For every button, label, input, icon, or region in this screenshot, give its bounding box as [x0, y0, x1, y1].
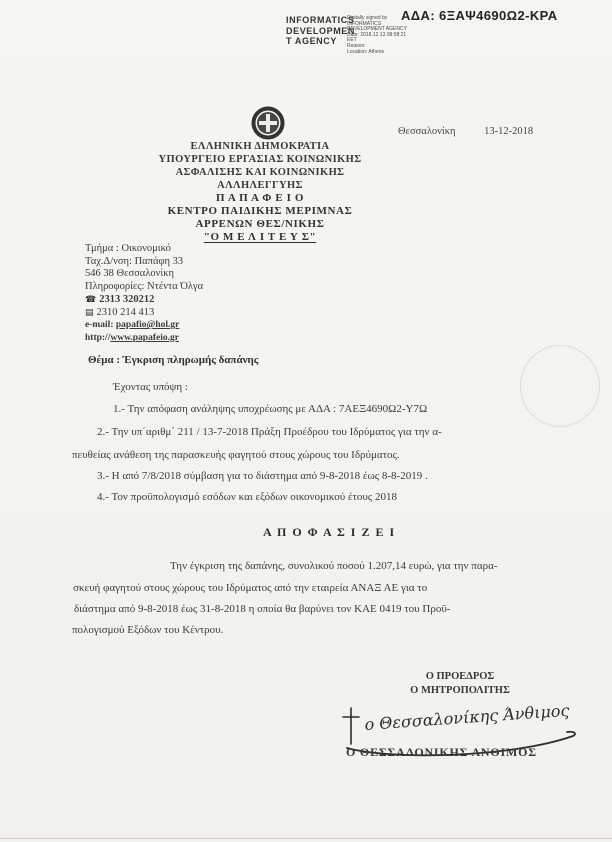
- contact-department: Τμήμα : Οικονομικό: [85, 243, 171, 254]
- email-link[interactable]: papafio@hol.gr: [115, 320, 180, 331]
- stamp-detail-line: Reason:: [347, 42, 366, 49]
- contact-phone-line: [85, 294, 203, 307]
- decision-body-line: σκευή φαγητού στους χώρους του Ιδρύματος από την εταιρεία ΑΝΑΞ ΑΕ για το: [73, 582, 428, 594]
- web-prefix: http://: [85, 332, 111, 343]
- decision-body-line: διάστημα από 9-8-2018 έως 31-8-2018 η οποία θα βαρύνει τον ΚΑΕ 0419 του Προϋ-: [74, 603, 451, 615]
- stamp-detail-line: Location: Athens: [347, 48, 384, 55]
- date-line: [398, 126, 533, 137]
- contact-fax: 2310 214 413: [96, 306, 155, 318]
- considering-item-2-continued: πευθείας ανάθεση της παρασκευής φαγητού στους χώρους του Ιδρύματος.: [72, 449, 400, 461]
- considering-intro: Έχοντας υπόψη :: [113, 381, 188, 393]
- letterhead-line: ΕΛΛΗΝΙΚΗ ΔΗΜΟΚΡΑΤΙΑ: [190, 141, 330, 152]
- fax-icon: ▤: [85, 307, 94, 318]
- stamp-detail-line: Date: 2018.12.13 08:58:21: [347, 31, 407, 38]
- contact-email-line: [85, 319, 203, 332]
- ada-code: ΑΔΑ: 6ΞΑΨ4690Ω2-ΚΡΑ: [401, 8, 558, 23]
- stamp-detail-line: Digitally signed by: [347, 15, 388, 21]
- decision-body-line: Την έγκριση της δαπάνης, συνολικού ποσού 1.207,14 ευρώ, για την παρα-: [170, 560, 498, 572]
- document-date: 13-12-2018: [484, 126, 534, 137]
- website-link[interactable]: www.papafeio.gr: [110, 332, 179, 343]
- signature-title-president: Ο ΠΡΟΕΔΡΟΣ: [425, 671, 495, 682]
- letterhead-state: [110, 140, 410, 192]
- contact-address: Ταχ.Δ/νση: Παπάφη 33: [85, 255, 184, 267]
- stamp-detail-line: EET: [347, 37, 357, 44]
- stamp-agency-line: DEVELOPMEN: [286, 25, 356, 36]
- email-label: e-mail:: [85, 320, 114, 331]
- letterhead-line: ΑΛΛΗΛΕΓΓΥΗΣ: [217, 180, 303, 191]
- signature-handwritten-text: ο Θεσσαλονίκης Άνθιμος: [363, 700, 570, 734]
- considering-item-2: 2.- Την υπ΄αριθμ΄ 211 / 13-7-2018 Πράξη Προέδρου του Ιδρύματος για την α-: [97, 426, 442, 438]
- phone-icon: ☎: [85, 294, 97, 305]
- letterhead-line: ΑΣΦΑΛΙΣΗΣ ΚΑΙ ΚΟΙΝΩΝΙΚΗΣ: [175, 167, 345, 178]
- contact-web-line: [85, 332, 203, 345]
- letterhead-organization: [110, 192, 410, 244]
- signature-title-metropolitan: Ο ΜΗΤΡΟΠΟΛΙΤΗΣ: [410, 685, 510, 696]
- document-city: Θεσσαλονίκη: [398, 126, 456, 137]
- contact-postal-city: 546 38 Θεσσαλονίκη: [85, 268, 175, 280]
- considering-item-3: 3.- Η από 7/8/2018 σύμβαση για το διάστημα από 9-8-2018 έως 8-8-2019 .: [97, 470, 428, 482]
- org-name-line: ΑΡΡΕΝΩΝ ΘΕΣ/ΝΙΚΗΣ: [195, 218, 325, 230]
- org-name-line: Π Α Π Α Φ Ε Ι Ο: [215, 192, 305, 204]
- stamp-detail-line: DEVELOPMENT AGENCY: [347, 26, 407, 33]
- contact-phone: 2313 320212: [99, 293, 155, 305]
- scan-smudge: [520, 345, 600, 427]
- considering-item-1: 1.- Την απόφαση ανάληψης υποχρέωσης με ΑΔΑ : 7ΑΕΞ4690Ω2-Υ7Ω: [113, 403, 428, 415]
- contact-fax-line: [85, 307, 203, 320]
- scan-edge-line: [0, 838, 612, 839]
- digital-signature-stamp: [286, 15, 355, 47]
- signature-printed-name: Ο ΘΕΣΣΑΛΟΝΙΚΗΣ ΑΝΘΙΜΟΣ: [346, 745, 537, 759]
- org-name-line: ΚΕΝΤΡΟ ΠΑΙΔΙΚΗΣ ΜΕΡΙΜΝΑΣ: [167, 205, 353, 217]
- subject-line: Θέμα : Έγκριση πληρωμής δαπάνης: [88, 354, 259, 366]
- decision-body-line: πολογισμού Εξόδων του Κέντρου.: [72, 624, 224, 636]
- contact-block: [85, 243, 203, 345]
- stamp-agency-line: INFORMATICS: [286, 15, 355, 25]
- letterhead-line: ΥΠΟΥΡΓΕΙΟ ΕΡΓΑΣΙΑΣ ΚΟΙΝΩΝΙΚΗΣ: [158, 154, 362, 165]
- stamp-detail-line: INFORMATICS: [347, 20, 382, 27]
- signature-cross-icon: [343, 708, 359, 744]
- contact-info-person: Πληροφορίες: Ντέντα Όλγα: [85, 281, 204, 293]
- org-motto: "Ο Μ Ε Λ Ι Τ Ε Υ Σ": [203, 231, 317, 243]
- stamp-agency-line: T AGENCY: [286, 36, 337, 46]
- decision-heading: Α Π Ο Φ Α Σ Ι Ζ Ε Ι: [263, 525, 396, 539]
- considering-item-4: 4.- Τον προϋπολογισμό εσόδων και εξόδων οικονομικού έτους 2018: [97, 491, 397, 503]
